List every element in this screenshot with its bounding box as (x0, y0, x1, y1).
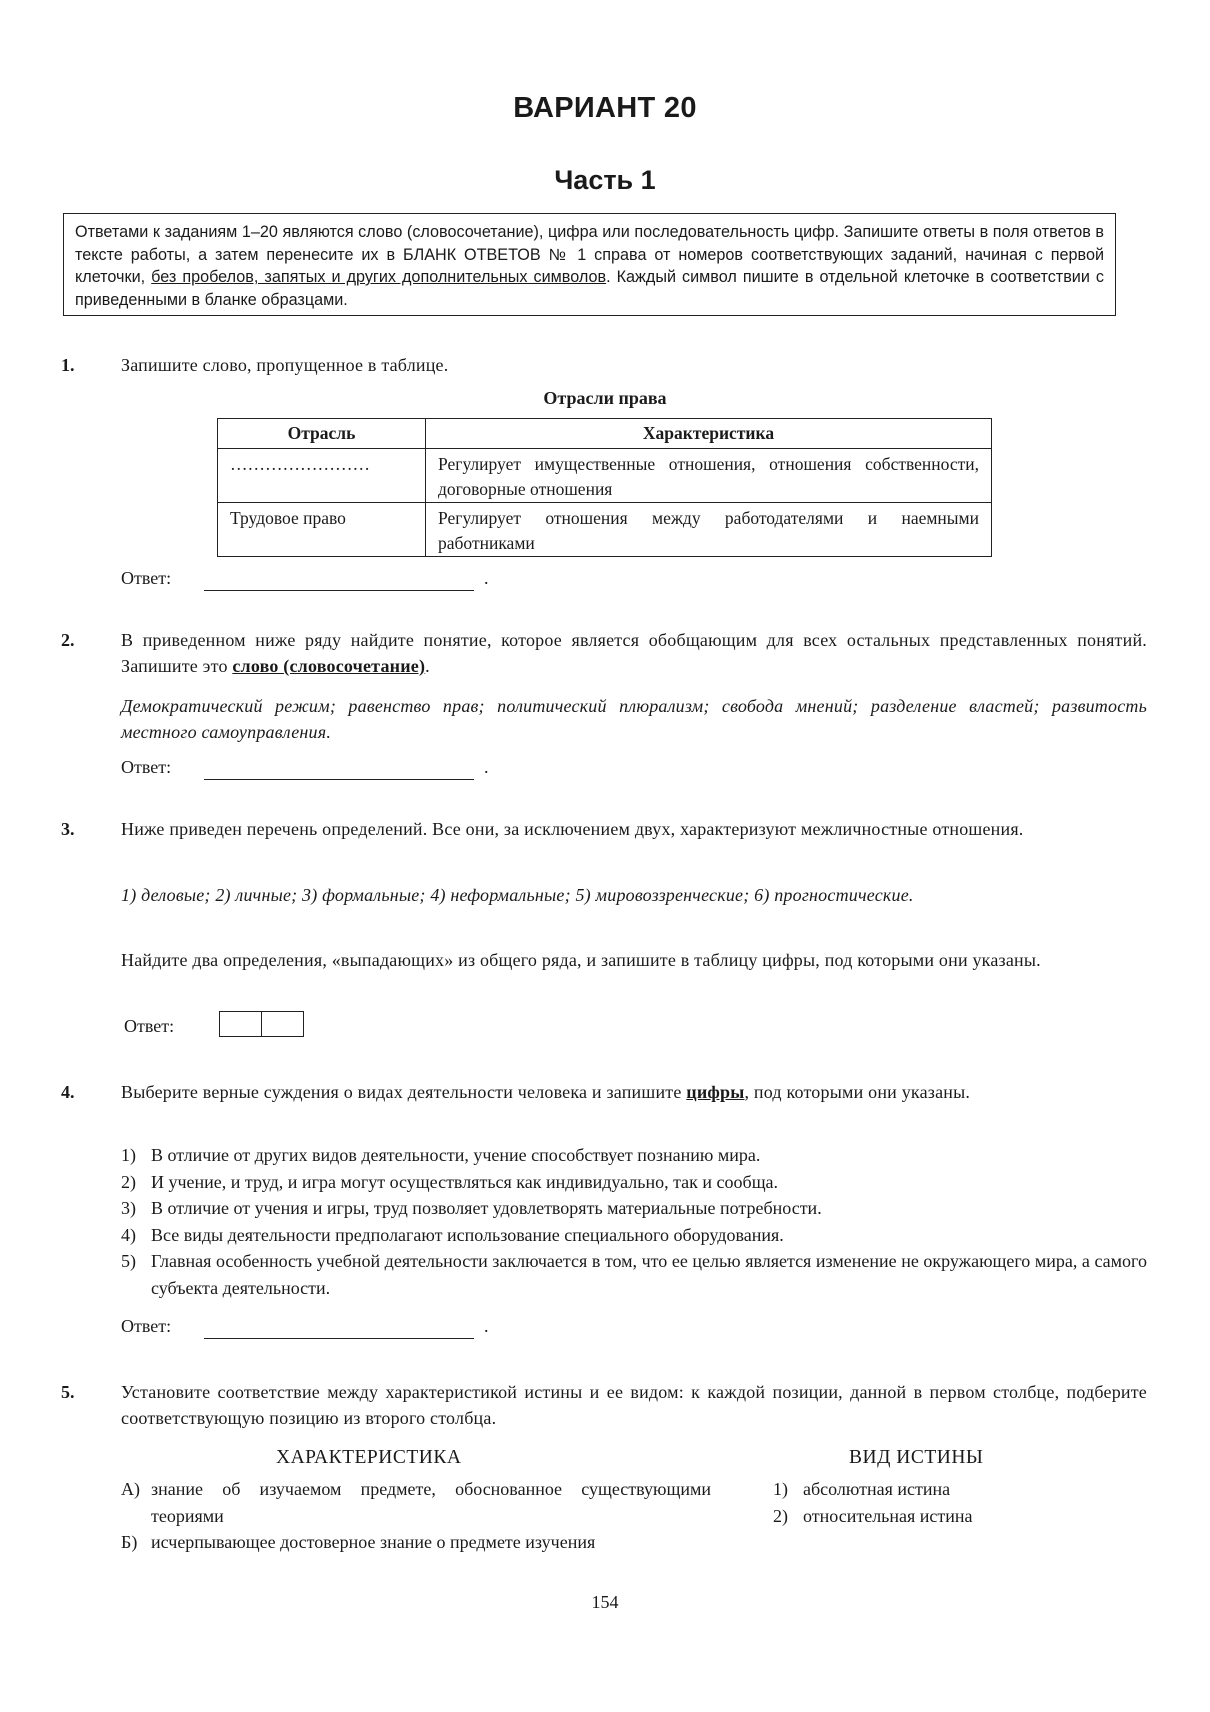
q3-answer-grid (219, 1011, 305, 1038)
q2-answer-dot: . (484, 757, 489, 777)
item-letter: А) (121, 1479, 140, 1499)
q2-text-bold: слово (словосочетание) (232, 656, 426, 676)
list-item (121, 1476, 711, 1529)
item-text: относительная истина (803, 1505, 973, 1526)
q1-answer-field[interactable] (204, 570, 474, 591)
q1-answer-label: Ответ: (121, 568, 172, 588)
list-item (121, 1142, 1147, 1169)
option-number: 4) (121, 1224, 136, 1245)
q1-answer-dot: . (484, 568, 489, 588)
option-number: 1) (121, 1145, 136, 1165)
option-text: В отличие от учения и игры, труд позволяет удовлетворять материальные потребности. (151, 1198, 822, 1218)
q4-text-end: , под которыми они указаны. (744, 1082, 971, 1102)
instructions-text-end: . Каждый символ пишите в отдельной клеточке в соответствии с приведенными в бланке образцами. (75, 268, 1105, 309)
q4-answer-field[interactable] (204, 1318, 474, 1339)
option-number: 5) (121, 1251, 136, 1271)
option-text: И учение, и труд, и игра могут осуществляться как индивидуально, так и сообща. (151, 1171, 779, 1192)
table-header-row (218, 419, 992, 449)
q2-number: 2. (61, 630, 75, 650)
item-text: знание об изучаемом предмете, обоснованное существующими теориями (151, 1479, 711, 1526)
q3-answer-label: Ответ: (124, 1016, 175, 1036)
table-cell-characteristic: Регулирует имущественные отношения, отношения собственности, договорные отношения (426, 449, 992, 503)
q5-right-column-heading: ВИД ИСТИНЫ (849, 1447, 984, 1468)
q4-answer-dot: . (484, 1316, 489, 1336)
q4-options-list (121, 1142, 1147, 1301)
q2-answer-field[interactable] (204, 759, 474, 780)
q3-task: Найдите два определения, «выпадающих» из общего ряда, и запишите в таблицу цифры, под которыми они указаны. (121, 950, 1041, 970)
table-cell-branch-blank: …………………… (218, 449, 426, 503)
item-text: исчерпывающее достоверное знание о предмете изучения (151, 1532, 596, 1552)
page-number: 154 (591, 1592, 619, 1612)
q5-left-column-heading: ХАРАКТЕРИСТИКА (276, 1447, 462, 1468)
instructions-box (63, 213, 1116, 316)
item-number: 2) (773, 1505, 788, 1526)
option-text: Все виды деятельности предполагают использование специального оборудования. (151, 1224, 784, 1245)
list-item (121, 1169, 1147, 1196)
table-cell-characteristic: Регулирует отношения между работодателями и наемными работниками (426, 503, 992, 557)
item-number: 1) (773, 1479, 788, 1499)
q1-number: 1. (61, 355, 75, 375)
q1-text: Запишите слово, пропущенное в таблице. (121, 355, 449, 375)
q2-terms: Демократический режим; равенство прав; политический плюрализм; свобода мнений; разделение властей; развитость местного самоуправления. (121, 696, 1147, 742)
q3-terms: 1) деловые; 2) личные; 3) формальные; 4) неформальные; 5) мировоззренческие; 6) прогностические. (121, 885, 914, 905)
q4-number: 4. (61, 1082, 75, 1102)
q4-answer-label: Ответ: (121, 1316, 172, 1336)
list-item (773, 1503, 1093, 1530)
q4-text-main: Выберите верные суждения о видах деятельности человека и запишите (121, 1082, 687, 1102)
list-item (121, 1222, 1147, 1249)
option-number: 3) (121, 1198, 136, 1218)
q2-text-end: . (425, 656, 430, 676)
q2-text (121, 627, 1147, 679)
list-item (121, 1195, 1147, 1222)
list-item (121, 1248, 1147, 1301)
list-item (121, 1529, 711, 1556)
table-row (218, 449, 992, 503)
table-cell-branch: Трудовое право (218, 503, 426, 557)
option-text: Главная особенность учебной деятельности заключается в том, что ее целью является изменение не окружающего мира, а самого субъекта деятельности. (151, 1251, 1147, 1298)
q4-text-bold: цифры (686, 1082, 745, 1102)
variant-title: ВАРИАНТ 20 (513, 92, 697, 124)
list-item (773, 1476, 1093, 1503)
q2-text-main: В приведенном ниже ряду найдите понятие, которое является обобщающим для всех остальных представленных понятий. Запишите это (121, 630, 1147, 676)
instructions-underlined: без пробелов, запятых и других дополнительных символов (151, 268, 607, 286)
q5-text: Установите соответствие между характеристикой истины и ее видом: к каждой позиции, данной в первом столбце, подберите соответствующую позицию из второго столбца. (121, 1382, 1147, 1428)
option-text: В отличие от других видов деятельности, учение способствует познанию мира. (151, 1145, 761, 1165)
table-header-branch: Отрасль (218, 419, 426, 449)
q5-left-list (121, 1476, 711, 1556)
q3-answer-cell-2[interactable] (261, 1011, 304, 1037)
table-header-characteristic: Характеристика (426, 419, 992, 449)
part-title: Часть 1 (554, 165, 656, 195)
q3-answer-cell-1[interactable] (219, 1011, 262, 1037)
q1-table (217, 418, 992, 557)
q5-number: 5. (61, 1382, 75, 1402)
option-number: 2) (121, 1171, 136, 1192)
q3-number: 3. (61, 819, 75, 839)
q1-table-title: Отрасли права (543, 388, 667, 408)
item-letter: Б) (121, 1532, 138, 1552)
table-row (218, 503, 992, 557)
instructions-text: Ответами к заданиям 1–20 являются слово (словосочетание), цифра или последовательность цифр. Запишите ответы в поля ответов в тексте работы, а затем перенесите их в БЛАНК ОТВЕТОВ № 1 справа от номеров соответствующих заданий, начиная с первой клеточки, (75, 223, 1104, 286)
q5-right-list (773, 1476, 1093, 1529)
q3-text: Ниже приведен перечень определений. Все они, за исключением двух, характеризуют межличностные отношения. (121, 819, 1024, 839)
q4-text (121, 1079, 1147, 1105)
q2-answer-label: Ответ: (121, 757, 172, 777)
item-text: абсолютная истина (803, 1479, 951, 1499)
